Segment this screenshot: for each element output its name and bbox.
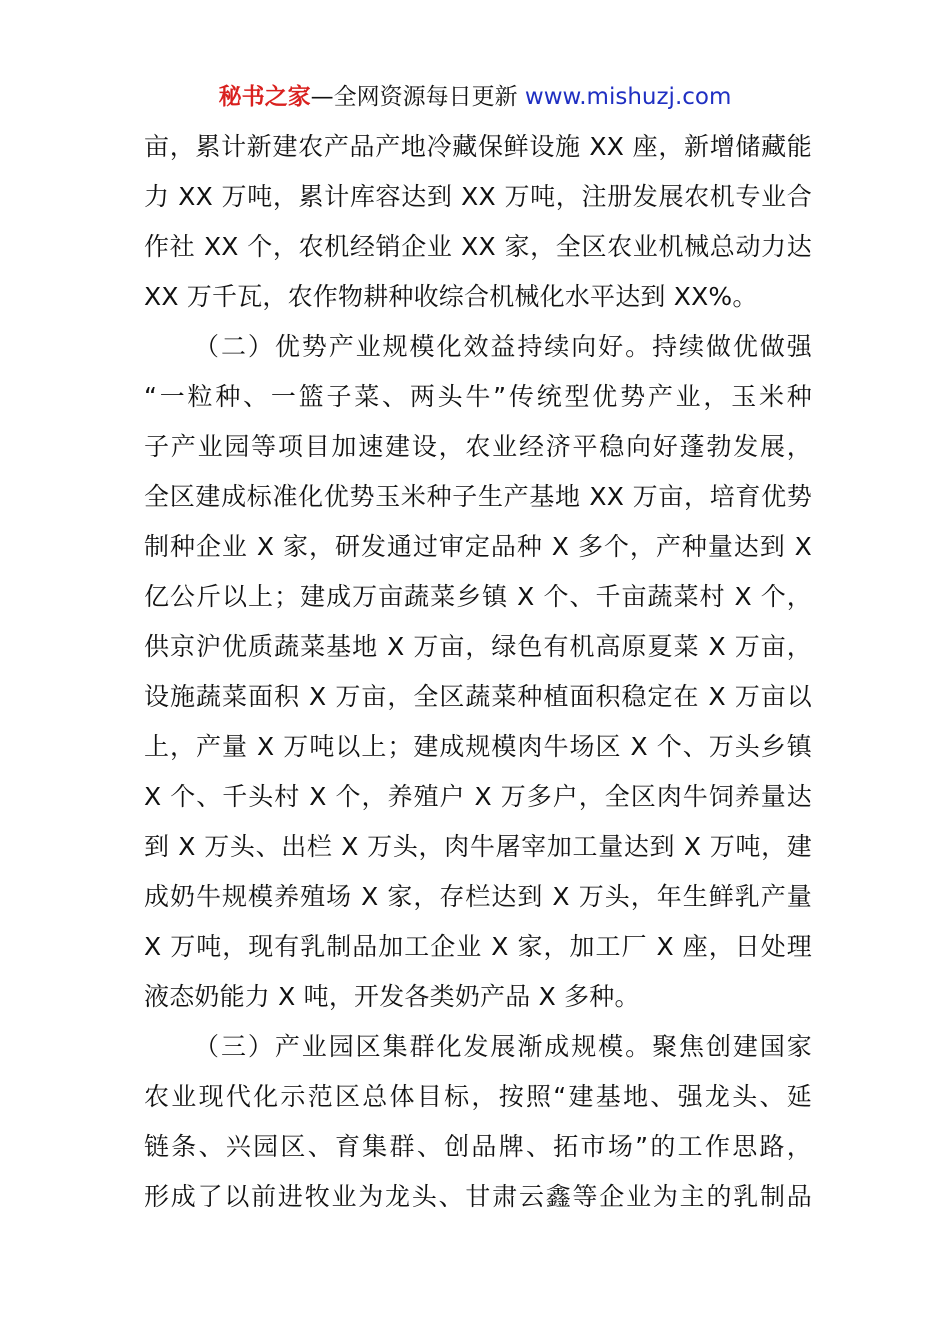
document-body — [144, 128, 812, 1228]
text-line: 制种企业 X 家，研发通过审定品种 X 多个，产种量达到 X — [144, 532, 812, 561]
text-line: 力 XX 万吨，累计库容达到 XX 万吨，注册发展农机专业合 — [144, 182, 812, 211]
section-heading-line: （三）产业园区集群化发展渐成规模。聚焦创建国家 — [194, 1032, 812, 1061]
text-line: 作社 XX 个，农机经销企业 XX 家，全区农业机械总动力达 — [144, 232, 812, 261]
text-line: 亿公斤以上；建成万亩蔬菜乡镇 X 个、千亩蔬菜村 X 个， — [144, 582, 812, 611]
text-line: 子产业园等项目加速建设，农业经济平稳向好蓬勃发展， — [144, 432, 812, 461]
site-header — [0, 80, 950, 114]
text-line: 全区建成标准化优势玉米种子生产基地 XX 万亩，培育优势 — [144, 482, 812, 511]
text-line: XX 万千瓦，农作物耕种收综合机械化水平达到 XX%。 — [144, 282, 758, 311]
text-line: 链条、兴园区、育集群、创品牌、拓市场”的工作思路， — [144, 1132, 812, 1161]
text-line: X 个、千头村 X 个，养殖户 X 万多户，全区肉牛饲养量达 — [144, 782, 812, 811]
text-line: 亩，累计新建农产品产地冷藏保鲜设施 XX 座，新增储藏能 — [144, 132, 812, 161]
text-line: 供京沪优质蔬菜基地 X 万亩，绿色有机高原夏菜 X 万亩， — [144, 632, 812, 661]
section-heading-line: （二）优势产业规模化效益持续向好。持续做优做强 — [194, 332, 812, 361]
site-url-link[interactable]: www.mishuzj.com — [524, 84, 732, 110]
text-line: 农业现代化示范区总体目标，按照“建基地、强龙头、延 — [144, 1082, 812, 1111]
site-brand: 秘书之家 — [218, 84, 311, 110]
text-line: 上，产量 X 万吨以上；建成规模肉牛场区 X 个、万头乡镇 — [144, 732, 812, 761]
text-line: 成奶牛规模养殖场 X 家，存栏达到 X 万头，年生鲜乳产量 — [144, 882, 812, 911]
text-line: 设施蔬菜面积 X 万亩，全区蔬菜种植面积稳定在 X 万亩以 — [144, 682, 812, 711]
site-tagline: —全网资源每日更新 — [310, 84, 518, 110]
text-line: 形成了以前进牧业为龙头、甘肃云鑫等企业为主的乳制品 — [144, 1182, 812, 1211]
text-line: 到 X 万头、出栏 X 万头，肉牛屠宰加工量达到 X 万吨，建 — [144, 832, 812, 861]
text-line: X 万吨，现有乳制品加工企业 X 家，加工厂 X 座，日处理 — [144, 932, 812, 961]
text-line: “一粒种、一篮子菜、两头牛”传统型优势产业，玉米种 — [144, 382, 812, 411]
text-line: 液态奶能力 X 吨，开发各类奶产品 X 多种。 — [144, 982, 640, 1011]
